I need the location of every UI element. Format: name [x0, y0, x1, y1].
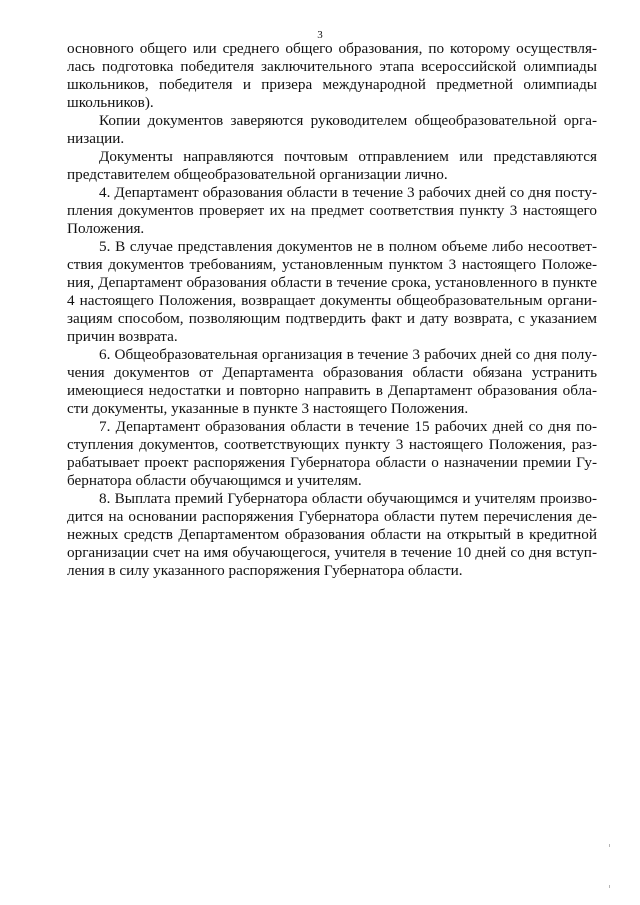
paragraph-item-8: 8. Выплата премий Губернатора области обучающимся и учителям производится на основании распоряжения Губернатора области путем перечисления денежных средств Департаментом образования области на открытый в кредитной организации счет на имя обучающегося, учителя в течение 10 дней со дня вступления в силу указанного распоряжения Губернатора области. [67, 490, 597, 579]
paragraph-copies: Копии документов заверяются руководителем общеобразовательной организации. [67, 112, 597, 147]
scan-mark [609, 844, 610, 847]
paragraph-submission: Документы направляются почтовым отправлением или представляются представителем общеобразовательной организации лично. [67, 148, 597, 183]
paragraph-item-4: 4. Департамент образования области в течение 3 рабочих дней со дня поступления документов проверяет их на предмет соответствия пункту 3 настоящего Положения. [67, 184, 597, 237]
paragraph-continuation: основного общего или среднего общего образования, по которому осуществлялась подготовка победителя заключительного этапа всероссийской олимпиады школьников, победителя и призера международной предметной олимпиады школьников). [67, 40, 597, 111]
page-number: 3 [317, 29, 323, 41]
paragraph-item-7: 7. Департамент образования области в течение 15 рабочих дней со дня поступления документов, соответствующих пункту 3 настоящего Положения, разрабатывает проект распоряжения Губернатора области о назначении премии Губернатора области обучающимся и учителям. [67, 418, 597, 489]
scan-mark [609, 885, 610, 888]
paragraph-item-6: 6. Общеобразовательная организация в течение 3 рабочих дней со дня получения документов от Департамента образования области обязана устранить имеющиеся недостатки и повторно направить в Департамент образования области документы, указанные в пункте 3 настоящего Положения. [67, 346, 597, 417]
paragraph-item-5: 5. В случае представления документов не в полном объеме либо несоответствия документов требованиям, установленным пунктом 3 настоящего Положения, Департамент образования области в течение срока, установленного в пункте 4 настоящего Положения, возвращает документы общеобразовательным организациям способом, позволяющим подтвердить факт и дату возврата, с указанием причин возврата. [67, 238, 597, 345]
document-body [67, 40, 597, 580]
